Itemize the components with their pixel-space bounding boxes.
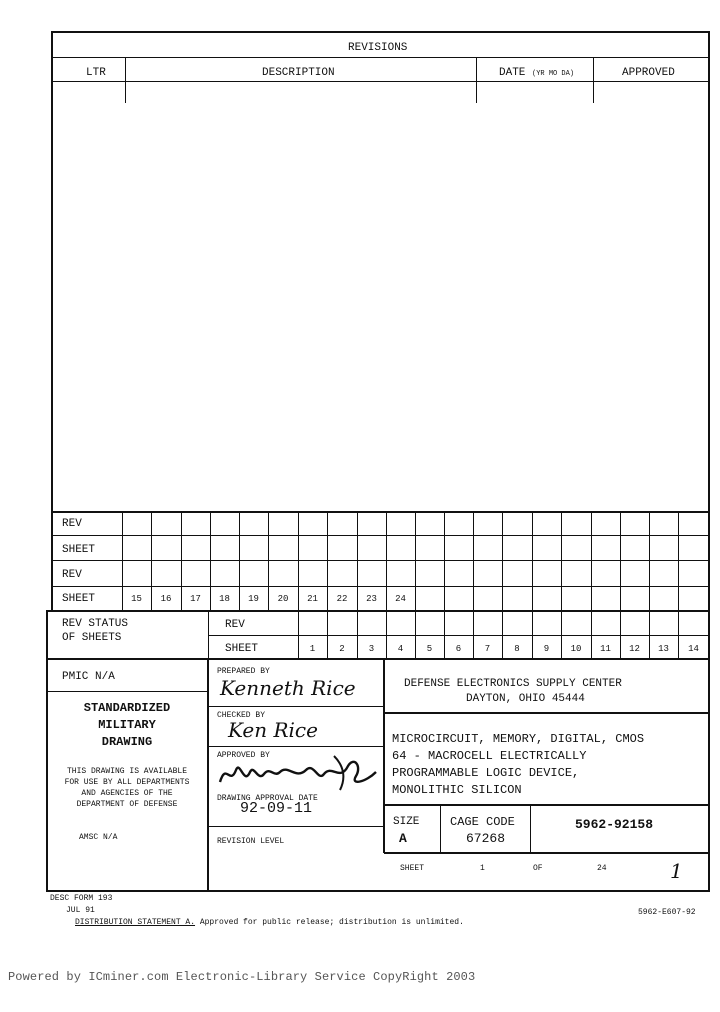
title-line: PROGRAMMABLE LOGIC DEVICE, (392, 766, 580, 780)
rev-status-sheet-number: 5 (426, 644, 433, 654)
availability-note: THIS DRAWING IS AVAILABLE (66, 767, 188, 776)
rev-status-label: OF SHEETS (62, 632, 122, 644)
grid-column-line (532, 512, 533, 611)
rev-status-sheet-number: 10 (570, 644, 582, 654)
revisions-col-divider (476, 57, 477, 103)
prepared-by-label: PREPARED BY (217, 667, 270, 676)
sheet-label: SHEET (400, 864, 425, 873)
grid-column-line (415, 512, 416, 611)
id-divider (530, 806, 531, 852)
checked-by-label: CHECKED BY (217, 711, 266, 720)
title-block-divider (207, 659, 209, 891)
id-divider (440, 806, 441, 852)
rev-status-sheet-number: 2 (339, 644, 345, 654)
title-rule (384, 804, 709, 806)
upper-sheet-number: 16 (160, 594, 172, 604)
cage-code-value: 67268 (466, 831, 506, 846)
title-line: 64 - MACROCELL ELECTRICALLY (392, 749, 587, 763)
col-description-header: DESCRIPTION (262, 67, 335, 79)
rev-status-sheet-number: 6 (455, 644, 462, 654)
approver-signature-icon (216, 752, 384, 794)
rev-status-sheet-number: 1 (309, 644, 316, 654)
grid-column-line (561, 512, 562, 611)
form-number: DESC FORM 193 (50, 894, 113, 903)
col-date-format: (YR MO DA) (532, 70, 575, 78)
size-value: A (399, 831, 407, 846)
amsc-label: AMSC N/A (79, 833, 118, 842)
rev-status-sheet-number: 13 (658, 644, 669, 654)
revisions-block (51, 31, 710, 513)
rev-status-sheet-number: 11 (600, 644, 611, 654)
rev-status-label: REV STATUS (62, 618, 129, 630)
upper-sheet-number: 17 (190, 594, 201, 604)
revisions-header-rule (52, 81, 708, 82)
approval-date-value: 92-09-11 (240, 800, 313, 817)
upper-sheet-number: 20 (277, 594, 289, 604)
upper-sheet-number: 19 (248, 594, 259, 604)
distribution-text: Approved for public release; distribution is unlimited. (195, 918, 464, 927)
revisions-title: REVISIONS (348, 42, 408, 54)
grid-column-line (502, 512, 503, 611)
drawing-number: 5962-92158 (575, 817, 654, 832)
upper-row-sheet: SHEET (62, 593, 96, 605)
signature-rule (209, 746, 383, 747)
signature-stroke (220, 762, 376, 782)
availability-note: FOR USE BY ALL DEPARTMENTS (64, 778, 190, 787)
col-approved-header: APPROVED (622, 67, 675, 79)
approval-date-label: DRAWING APPROVAL DATE (217, 794, 318, 803)
standardized-title: STANDARDIZED (83, 701, 171, 715)
agency-name: DEFENSE ELECTRONICS SUPPLY CENTER (404, 678, 622, 690)
checked-signature: Ken Rice (228, 718, 318, 742)
signature-rule (209, 826, 383, 827)
rev-status-rule (209, 635, 709, 636)
agency-rule (384, 712, 709, 714)
upper-sheet-number: 18 (219, 594, 230, 604)
upper-row-rev: REV (62, 518, 82, 530)
availability-note: AND AGENCIES OF THE (81, 789, 173, 798)
distribution-statement (75, 918, 464, 928)
prepared-signature: Kenneth Rice (220, 676, 356, 700)
of-value: 24 (597, 864, 607, 873)
pmic-label: PMIC N/A (62, 671, 115, 683)
rev-status-sheet-number: 7 (484, 644, 491, 654)
form-date: JUL 91 (66, 906, 95, 915)
grid-column-line (620, 512, 621, 611)
pmic-rule (47, 691, 207, 692)
drawing-title: DRAWING (101, 735, 153, 749)
rev-status-sheet-number: 4 (397, 644, 404, 654)
upper-sheet-number: 21 (307, 594, 318, 604)
agency-address: DAYTON, OHIO 45444 (466, 693, 585, 705)
size-label: SIZE (393, 816, 420, 828)
rev-status-sheet-number: 14 (688, 644, 699, 654)
rev-status-sheet-number: 12 (629, 644, 640, 654)
col-date-header (499, 67, 574, 81)
availability-note: DEPARTMENT OF DEFENSE (76, 800, 178, 809)
rev-status-rev-label: REV (225, 619, 245, 631)
revisions-divider (52, 57, 708, 58)
col-ltr-header: LTR (86, 67, 106, 79)
handwritten-sheet-number: 1 (670, 859, 683, 883)
grid-column-line (444, 512, 445, 611)
revisions-col-divider (593, 57, 594, 103)
military-title: MILITARY (98, 718, 156, 732)
rev-status-sheet-number: 8 (514, 644, 520, 654)
upper-sheet-number: 24 (395, 594, 406, 604)
title-line: MICROCIRCUIT, MEMORY, DIGITAL, CMOS (392, 732, 645, 746)
id-rule (384, 852, 709, 854)
upper-row-rev: REV (62, 569, 82, 581)
grid-column-line (473, 512, 474, 611)
title-line: MONOLITHIC SILICON (392, 783, 522, 797)
signature-rule (209, 706, 383, 707)
grid-column-line (678, 512, 679, 611)
grid-column-line (649, 512, 650, 611)
approved-by-label: APPROVED BY (217, 751, 270, 760)
revisions-col-divider (125, 57, 126, 103)
sheet-value: 1 (480, 864, 485, 873)
rev-status-sheet-number: 9 (543, 644, 550, 654)
upper-sheet-number: 23 (366, 594, 377, 604)
revision-level-label: REVISION LEVEL (217, 837, 285, 846)
upper-sheet-number: 22 (336, 594, 348, 604)
grid-column-line (591, 512, 592, 611)
distribution-label: DISTRIBUTION STATEMENT A. (75, 918, 196, 927)
rev-status-sheet-label: SHEET (225, 643, 259, 655)
col-date-label: DATE (499, 67, 526, 79)
rev-status-sheet-number: 3 (368, 644, 375, 654)
cage-code-label: CAGE CODE (450, 815, 515, 829)
document-code: 5962-E607-92 (638, 908, 696, 917)
of-label: OF (533, 864, 543, 873)
upper-sheet-number: 15 (131, 594, 142, 604)
upper-row-sheet: SHEET (62, 544, 96, 556)
powered-by-footer: Powered by ICminer.com Electronic-Library Service CopyRight 2003 (8, 970, 476, 984)
